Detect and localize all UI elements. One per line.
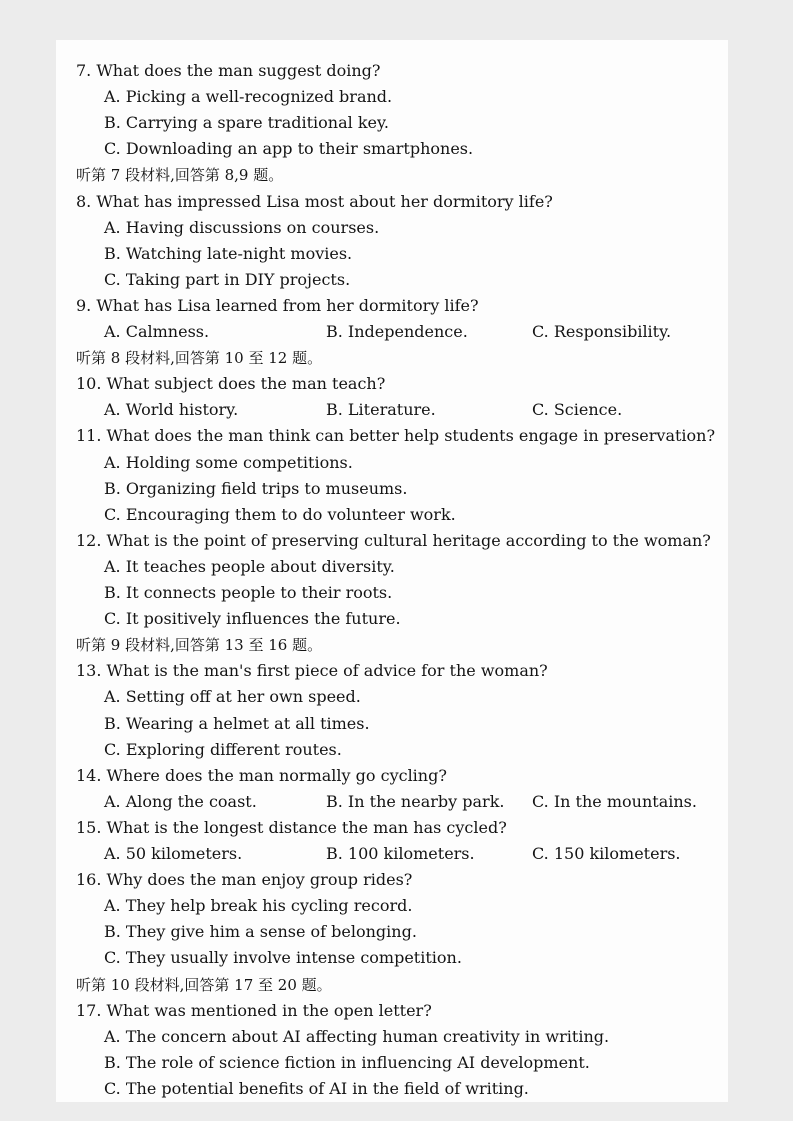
option-text: B. In the nearby park. — [326, 792, 505, 811]
option-text: A. Along the coast. — [104, 792, 257, 811]
option-text: C. The potential benefits of AI in the field of writing. — [104, 1079, 529, 1098]
option-text: C. Downloading an app to their smartphones. — [104, 139, 474, 158]
question-text: 17. What was mentioned in the open letter? — [76, 1001, 432, 1020]
section-instruction: 听第 7 段材料,回答第 8,9 题。 — [76, 166, 284, 184]
exam-page — [56, 40, 728, 1102]
option-text: C. Science. — [532, 400, 623, 419]
option-text: A. Picking a well-recognized brand. — [104, 87, 393, 106]
option-text: A. The concern about AI affecting human creativity in writing. — [104, 1027, 610, 1046]
option-text: A. It teaches people about diversity. — [104, 557, 395, 576]
question-text: 15. What is the longest distance the man has cycled? — [76, 818, 507, 837]
option-text: B. They give him a sense of belonging. — [104, 922, 417, 941]
option-text: A. Holding some competitions. — [104, 453, 353, 472]
option-text: B. 100 kilometers. — [326, 844, 475, 863]
option-text: A. 50 kilometers. — [104, 844, 243, 863]
option-text: B. Organizing field trips to museums. — [104, 479, 408, 498]
question-text: 10. What subject does the man teach? — [76, 374, 386, 393]
option-text: B. Literature. — [326, 400, 436, 419]
option-text: A. World history. — [104, 400, 239, 419]
option-text: A. Having discussions on courses. — [104, 218, 380, 237]
option-text: A. They help break his cycling record. — [104, 896, 413, 915]
option-text: C. In the mountains. — [532, 792, 697, 811]
option-text: A. Calmness. — [104, 322, 210, 341]
question-text: 9. What has Lisa learned from her dormitory life? — [76, 296, 479, 315]
option-text: C. Responsibility. — [532, 322, 672, 341]
option-text: B. The role of science fiction in influencing AI development. — [104, 1053, 590, 1072]
option-text: C. It positively influences the future. — [104, 609, 401, 628]
question-text: 7. What does the man suggest doing? — [76, 61, 381, 80]
section-instruction: 听第 10 段材料,回答第 17 至 20 题。 — [76, 976, 332, 994]
option-text: B. Carrying a spare traditional key. — [104, 113, 389, 132]
question-text: 16. Why does the man enjoy group rides? — [76, 870, 413, 889]
option-text: C. They usually involve intense competition. — [104, 948, 462, 967]
question-text: 13. What is the man's first piece of advice for the woman? — [76, 661, 548, 680]
option-text: B. Wearing a helmet at all times. — [104, 714, 370, 733]
section-instruction: 听第 8 段材料,回答第 10 至 12 题。 — [76, 349, 323, 367]
question-text: 12. What is the point of preserving cultural heritage according to the woman? — [76, 531, 711, 550]
option-text: C. 150 kilometers. — [532, 844, 681, 863]
option-text: C. Exploring different routes. — [104, 740, 342, 759]
question-text: 8. What has impressed Lisa most about her dormitory life? — [76, 192, 553, 211]
section-instruction: 听第 9 段材料,回答第 13 至 16 题。 — [76, 636, 323, 654]
option-text: B. It connects people to their roots. — [104, 583, 393, 602]
option-text: B. Independence. — [326, 322, 468, 341]
option-text: C. Encouraging them to do volunteer work. — [104, 505, 456, 524]
option-text: A. Setting off at her own speed. — [104, 687, 361, 706]
question-text: 14. Where does the man normally go cycling? — [76, 766, 447, 785]
question-text: 11. What does the man think can better help students engage in preservation? — [76, 426, 716, 445]
option-text: C. Taking part in DIY projects. — [104, 270, 351, 289]
option-text: B. Watching late-night movies. — [104, 244, 353, 263]
